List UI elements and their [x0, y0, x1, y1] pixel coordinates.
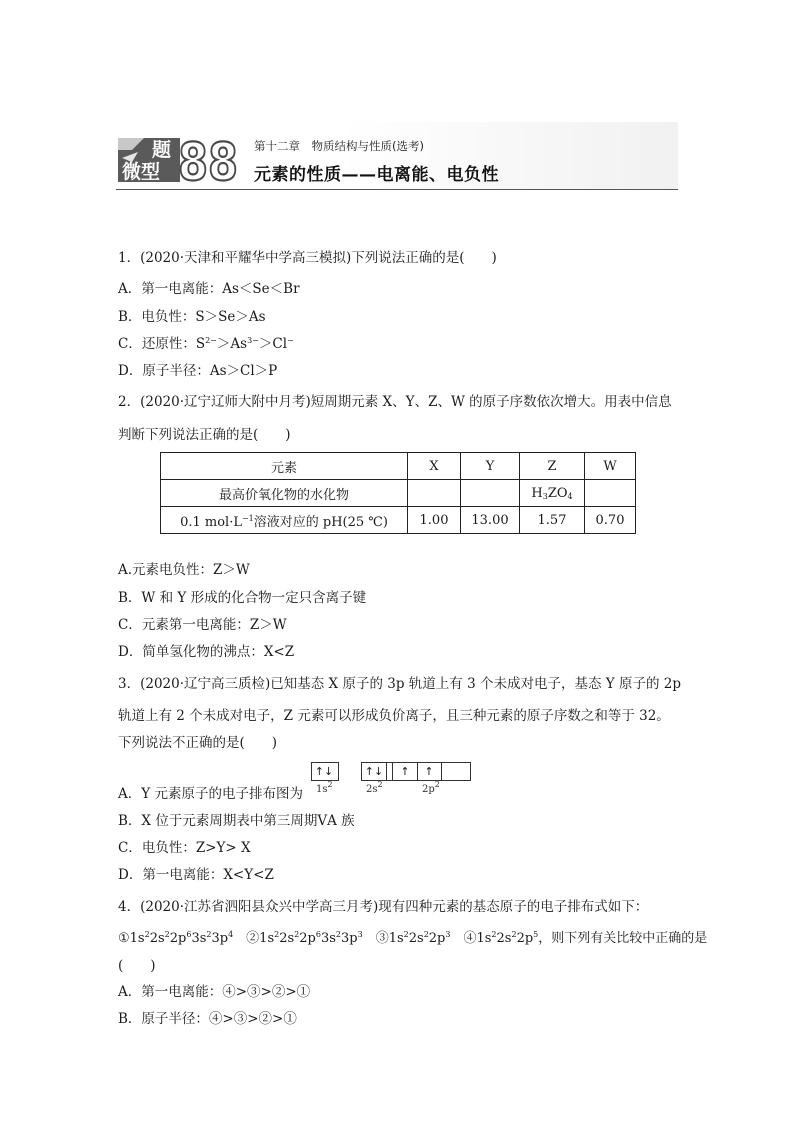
orbital-cell	[442, 763, 469, 780]
table-cell	[408, 480, 461, 507]
orbital-cell: ↑↓	[362, 763, 387, 780]
orbital-label-1s: $1s^2$	[316, 780, 333, 795]
orbital-label-2s: $2s^2$	[366, 780, 383, 795]
table-row	[161, 507, 636, 534]
q2-option-d: D．简单氢化物的沸点：X<Z	[118, 644, 295, 660]
q1-option-b: B．电负性：S＞Se＞As	[118, 309, 266, 325]
q4-configurations: $①1s^22s^22p^63s^23p^4$ $②1s^22s^22p^63s^23p^3$ $③1s^22s^22p^3$ $④1s^22s^22p^5$，则下列有关比较中正确的是	[118, 930, 708, 946]
table-cell	[461, 480, 520, 507]
svg-text:微型: 微型	[122, 161, 161, 183]
q3-option-d: D．第一电离能：X<Y<Z	[118, 867, 274, 883]
table-header-x: X	[408, 453, 461, 480]
svg-text:题: 题	[152, 139, 172, 161]
table-header-row	[161, 453, 636, 480]
topic-title: 元素的性质——电离能、电负性	[254, 165, 499, 185]
orbital-box-2s2p	[361, 762, 471, 781]
table-cell: $H_3ZO_4$	[520, 480, 585, 507]
series-logo	[118, 133, 242, 193]
q1-option-a: A．第一电离能：As＜Se＜Br	[118, 281, 300, 297]
orbital-cell: ↑↓	[314, 765, 334, 778]
q2-stem-line2: 判断下列说法正确的是( )	[118, 427, 291, 443]
table-cell	[585, 480, 636, 507]
table-cell: 1.00	[408, 507, 461, 534]
orbital-cell: ↑	[392, 763, 418, 780]
table-cell: 13.00	[461, 507, 520, 534]
q4-stem-paren: ( )	[118, 958, 156, 974]
q2-stem-line1: 2．(2020·辽宁辽师大附中月考)短周期元素 X、Y、Z、W 的原子序数依次增大。用表中信息	[118, 394, 672, 410]
q3-stem-line1: 3．(2020·辽宁高三质检)已知基态 X 原子的 3p 轨道上有 3 个未成对电子，基态 Y 原子的 2p	[118, 676, 681, 692]
q3-option-b: B．X 位于元素周期表中第三周期ⅤA 族	[118, 813, 355, 829]
orbital-cell: ↑	[417, 763, 442, 780]
table-row-label: 最高价氧化物的水化物	[161, 480, 408, 507]
table-header-element: 元素	[161, 453, 408, 480]
element-data-table	[160, 452, 636, 534]
table-header-z: Z	[520, 453, 585, 480]
orbital-label-2p: $2p^2$	[422, 780, 440, 795]
q1-option-c: C．还原性：$S^{2-}>As^{3-}>Cl^-$	[118, 336, 294, 352]
q3-stem-line2: 轨道上有 2 个未成对电子，Z 元素可以形成负价离子，且三种元素的原子序数之和等于 32。	[118, 708, 670, 724]
q2-option-a: A.元素电负性：Z＞W	[118, 562, 250, 578]
q1-stem: 1．(2020·天津和平耀华中学高三模拟)下列说法正确的是( )	[118, 250, 497, 266]
q3-stem-line3: 下列说法不正确的是( )	[118, 735, 278, 751]
orbital-box-1s	[311, 762, 339, 781]
table-cell: 1.57	[520, 507, 585, 534]
chapter-title: 第十二章 物质结构与性质(选考)	[254, 139, 424, 153]
logo-number: 88	[178, 133, 238, 193]
table-cell: 0.70	[585, 507, 636, 534]
q4-stem-line1: 4．(2020·江苏省泗阳县众兴中学高三月考)现有四种元素的基态原子的电子排布式如下：	[118, 899, 649, 915]
table-header-y: Y	[461, 453, 520, 480]
table-row	[161, 480, 636, 507]
q3-option-a: A．Y 元素原子的电子排布图为	[118, 786, 303, 802]
table-row-label: 0.1 $mol\cdot L^{-1}$溶液对应的 pH(25 ℃)	[161, 507, 408, 534]
q1-option-d: D．原子半径：As＞Cl＞P	[118, 363, 278, 379]
q2-option-c: C．元素第一电离能：Z＞W	[118, 617, 287, 633]
q3-option-c: C．电负性：Z>Y> X	[118, 840, 251, 856]
q4-option-b: B．原子半径：④>③>②>①	[118, 1011, 297, 1027]
q2-option-b: B．W 和 Y 形成的化合物一定只含离子键	[118, 590, 367, 606]
table-header-w: W	[585, 453, 636, 480]
q4-option-a: A．第一电离能：④>③>②>①	[118, 984, 311, 1000]
